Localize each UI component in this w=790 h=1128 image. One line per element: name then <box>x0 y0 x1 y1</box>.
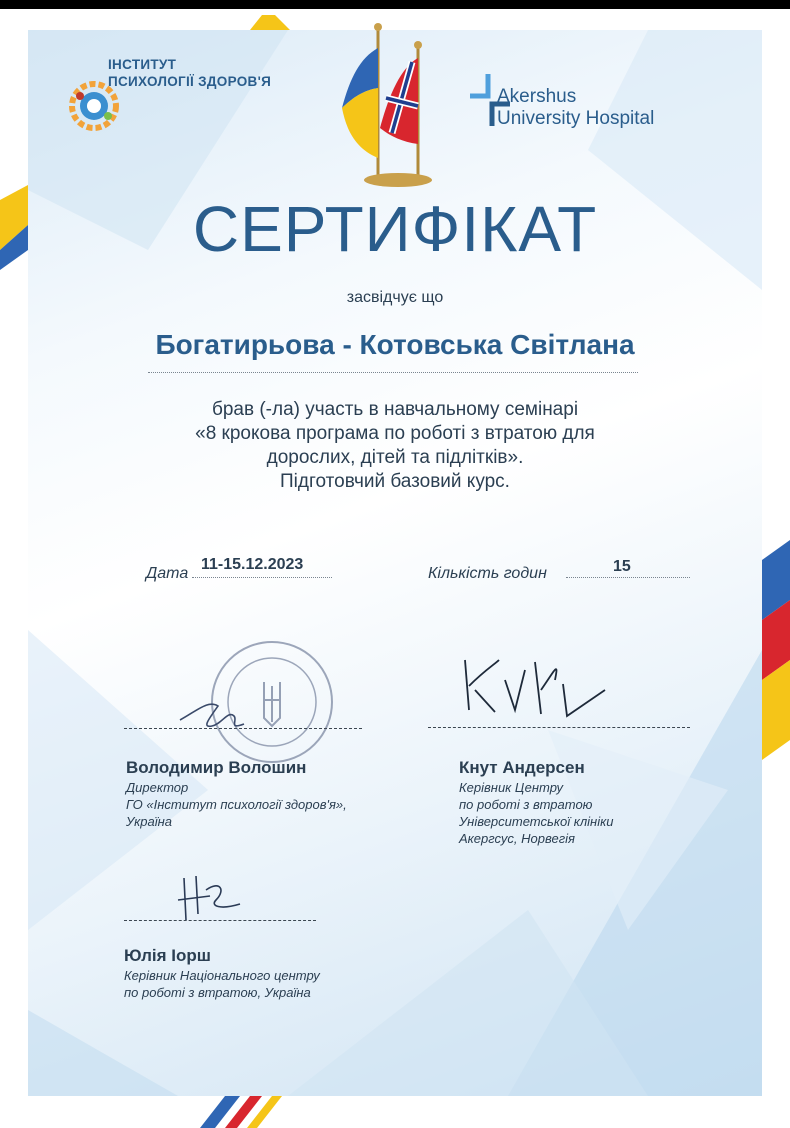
certificate-title: СЕРТИФІКАТ <box>192 193 598 265</box>
body-line-4: Підготовчий базовий курс. <box>280 471 510 492</box>
signatory-2-role-line4: Акергсус, Норвегія <box>459 831 575 846</box>
signatory-3-role <box>124 967 320 1001</box>
flags-icon <box>340 18 450 188</box>
signatory-3-role-line2: по роботі з втратою, Україна <box>124 985 311 1000</box>
signatory-3-role-line1: Керівник Національного центру <box>124 968 320 983</box>
signatory-2-role-line3: Університетської клініки <box>459 814 614 829</box>
hours-label: Кількість годин <box>428 565 547 582</box>
body-line-1: брав (-ла) участь в навчальному семінарі <box>211 399 579 420</box>
body-line-3: дорослих, дітей та підлітків». <box>266 447 524 468</box>
signature-line-1 <box>124 728 362 729</box>
hospital-name <box>497 86 654 130</box>
hospital-name-line2: University Hospital <box>497 108 655 129</box>
signatory-1-role <box>126 779 347 830</box>
signatory-2-role-line1: Керівник Центру <box>459 780 564 795</box>
signatory-3-name: Юлія Іорш <box>124 946 211 965</box>
date-value: 11-15.12.2023 <box>201 556 304 573</box>
signature-line-2 <box>428 727 690 728</box>
signatory-1-name: Володимир Волошин <box>126 758 307 777</box>
signatory-1-role-line1: Директор <box>126 780 189 795</box>
hours-value: 15 <box>613 558 631 575</box>
body-line-2: «8 крокова програма по роботі з втратою для <box>195 423 595 444</box>
signature-2-icon <box>455 650 615 730</box>
date-underline <box>192 577 332 578</box>
date-label: Дата <box>146 565 189 582</box>
signatory-2-role <box>459 779 613 847</box>
certificate-subtitle: засвідчує що <box>346 289 444 306</box>
signature-line-3 <box>124 920 316 921</box>
institute-name-line1: ІНСТИТУТ <box>108 57 177 72</box>
signatory-2-role-line2: по роботі з втратою <box>459 797 593 812</box>
certificate-body <box>100 398 690 494</box>
signature-1-icon <box>178 690 248 740</box>
institute-name <box>108 56 271 90</box>
signature-3-icon <box>170 870 250 930</box>
recipient-name: Богатирьова - Котовська Світлана <box>155 329 635 360</box>
signatory-2-name: Кнут Андерсен <box>459 758 585 777</box>
signatory-1-role-line3: Україна <box>126 814 173 829</box>
hours-underline <box>566 577 690 578</box>
hospital-name-line1: Akershus <box>497 86 577 107</box>
recipient-underline <box>148 372 638 373</box>
institute-name-line2: ПСИХОЛОГІЇ ЗДОРОВ'Я <box>108 74 272 89</box>
signatory-1-role-line2: ГО «Інститут психології здоров'я», <box>126 797 347 812</box>
